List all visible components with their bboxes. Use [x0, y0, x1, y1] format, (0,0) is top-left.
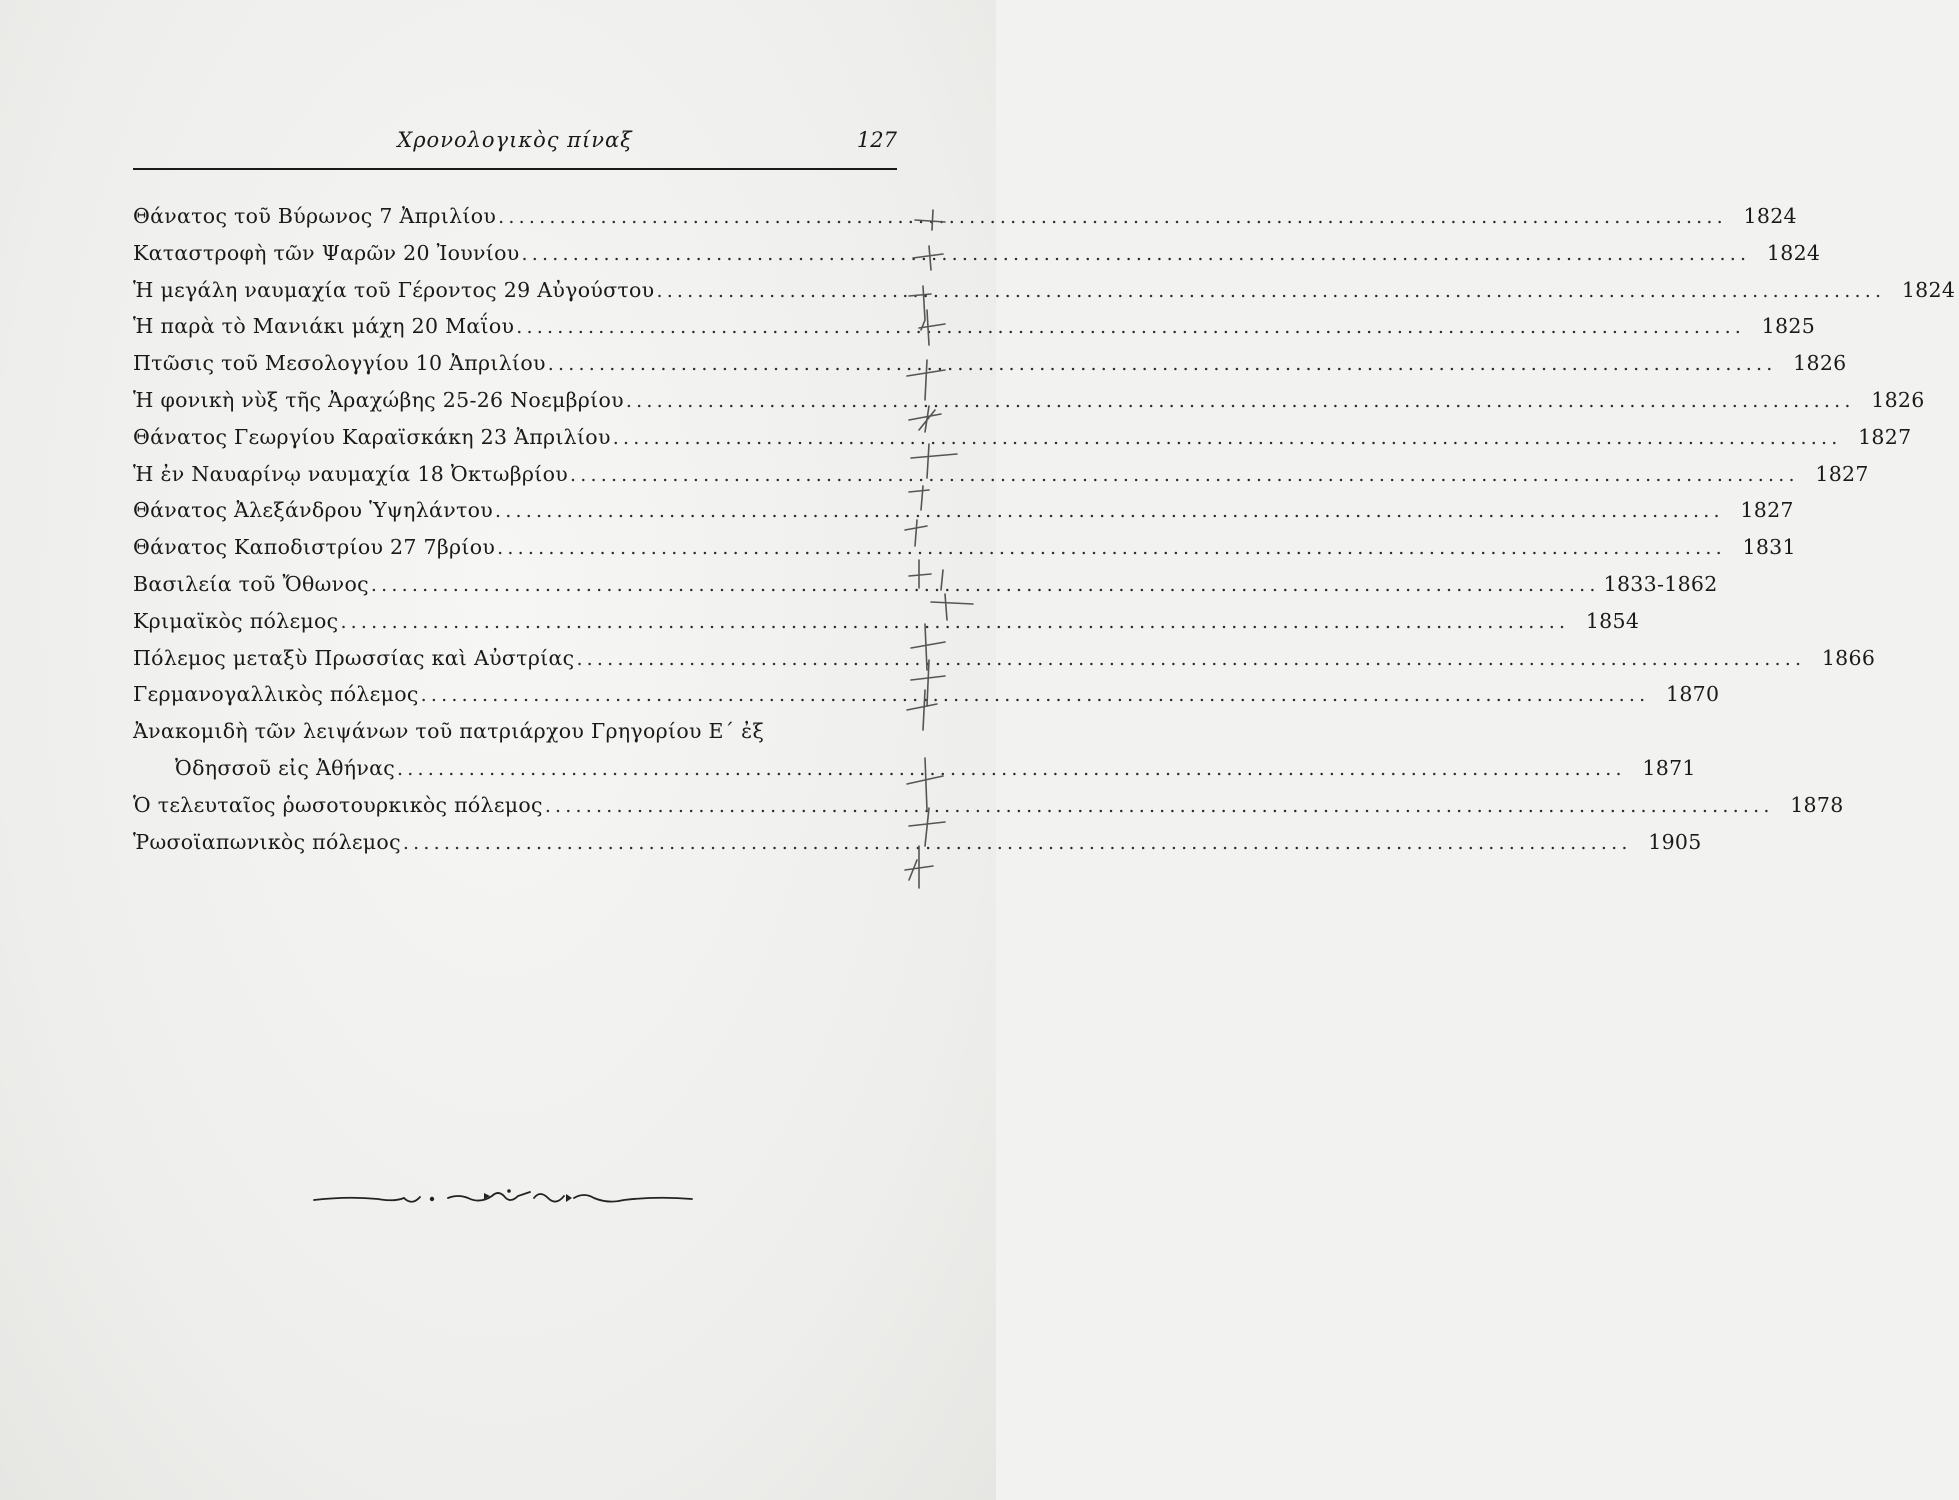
table-row	[133, 640, 1876, 677]
table-row	[133, 456, 1869, 493]
entry-event: Ἡ παρὰ τὸ Μανιάκι μάχη 20 Μαΐου	[133, 314, 515, 339]
entry-event: Ἀνακομιδὴ τῶν λειψάνων τοῦ πατριάρχου Γρηγορίου Ε΄ ἐξ	[133, 719, 765, 744]
entry-event: Θάνατος τοῦ Βύρωνος 7 Ἀπριλίου	[133, 204, 497, 228]
entry-year: 1870	[1666, 682, 1720, 707]
leader-dots: ........................................................................................................................	[497, 537, 1726, 560]
leader-dots: ........................................................................................................................	[370, 573, 1600, 596]
entry-event: Κριμαϊκὸς πόλεμος	[133, 608, 339, 633]
table-row	[133, 566, 1718, 603]
table-row	[133, 824, 1702, 861]
handwritten-check-marks	[905, 210, 975, 890]
table-row	[133, 198, 1797, 235]
entry-year: 1905	[1648, 829, 1702, 854]
entry-event: Θάνατος Ἀλεξάνδρου Ὑψηλάντου	[133, 498, 494, 523]
leader-dots: ........................................................................................................................	[569, 463, 1799, 486]
leader-dots: ........................................................................................................................	[420, 684, 1650, 707]
entry-year: 1824	[1901, 277, 1956, 302]
page-header	[133, 122, 897, 162]
decorative-ornament-icon	[308, 1184, 698, 1210]
entry-event: Ὀδησσοῦ εἰς Ἀθήνας	[175, 755, 396, 780]
entry-year: 1824	[1743, 204, 1797, 228]
entry-year: 1826	[1871, 387, 1925, 412]
entry-year: 1827	[1815, 461, 1869, 486]
leader-dots: ........................................................................................................................	[495, 500, 1724, 523]
entry-event: Γερμανογαλλικὸς πόλεμος	[133, 682, 419, 707]
running-title: Χρονολογικὸς πίναξ	[397, 128, 633, 152]
leader-dots: ........................................................................................................................	[402, 831, 1632, 854]
table-row	[133, 750, 1696, 787]
entry-year: 1826	[1793, 351, 1847, 376]
table-row	[133, 603, 1640, 640]
entry-year: 1831	[1742, 535, 1796, 560]
entry-event: Ἡ μεγάλη ναυμαχία τοῦ Γέροντος 29 Αὐγούστου	[133, 277, 655, 302]
entry-event: Βασιλεία τοῦ Ὄθωνος	[133, 571, 369, 596]
leader-dots: ........................................................................................................................	[397, 757, 1626, 780]
entry-year: 1827	[1858, 424, 1912, 449]
table-row	[133, 787, 1844, 824]
table-row	[133, 382, 1925, 419]
entry-year: 1833-1862	[1603, 571, 1718, 596]
entry-event: Ῥωσοϊαπωνικὸς πόλεμος	[133, 829, 401, 854]
leader-dots: ........................................................................................................................	[498, 206, 1727, 228]
leader-dots: ........................................................................................................................	[625, 389, 1855, 412]
leader-dots: ........................................................................................................................	[544, 794, 1774, 817]
entry-event: Θάνατος Καποδιστρίου 27 7βρίου	[133, 535, 496, 560]
table-row	[133, 713, 905, 750]
leader-dots: ........................................................................................................................	[656, 279, 1886, 302]
table-row	[133, 272, 1956, 309]
entry-year: 1825	[1761, 314, 1816, 339]
leader-dots: ........................................................................................................................	[516, 316, 1746, 339]
entry-year: 1866	[1821, 645, 1876, 670]
entry-event: Καταστροφὴ τῶν Ψαρῶν 20 Ἰουνίου	[133, 240, 520, 265]
entry-year: 1827	[1740, 498, 1794, 523]
page-number: 127	[856, 128, 897, 152]
leader-dots: ........................................................................................................................	[547, 353, 1777, 376]
entry-year: 1824	[1766, 240, 1821, 265]
leader-dots: ........................................................................................................................	[340, 610, 1570, 633]
entry-event: Πόλεμος μεταξὺ Πρωσσίας καὶ Αὐστρίας	[133, 645, 575, 670]
table-row	[133, 235, 1821, 272]
entry-event: Θάνατος Γεωργίου Καραϊσκάκη 23 Ἀπριλίου	[133, 424, 611, 449]
table-row	[133, 308, 1816, 345]
table-row	[133, 419, 1912, 456]
table-row	[133, 676, 1720, 713]
entry-event: Ὁ τελευταῖος ῥωσοτουρκικὸς πόλεμος	[133, 792, 543, 817]
entry-year: 1871	[1642, 755, 1696, 780]
chronology-table	[133, 198, 1956, 860]
table-row	[133, 345, 1847, 382]
table-row	[133, 492, 1794, 529]
leader-dots: ........................................................................................................................	[576, 647, 1806, 670]
entry-event: Πτῶσις τοῦ Μεσολογγίου 10 Ἀπριλίου	[133, 351, 546, 376]
entry-year: 1878	[1790, 792, 1844, 817]
leader-dots: ........................................................................................................................	[612, 426, 1842, 449]
entry-year: 1854	[1585, 608, 1640, 633]
table-row	[133, 529, 1796, 566]
leader-dots: ........................................................................................................................	[521, 242, 1751, 265]
entry-event: Ἡ ἐν Ναυαρίνῳ ναυμαχία 18 Ὀκτωβρίου	[133, 461, 568, 486]
entry-event: Ἡ φονικὴ νὺξ τῆς Ἀραχώβης 25-26 Νοεμβρίου	[133, 387, 624, 412]
header-rule	[133, 168, 897, 170]
